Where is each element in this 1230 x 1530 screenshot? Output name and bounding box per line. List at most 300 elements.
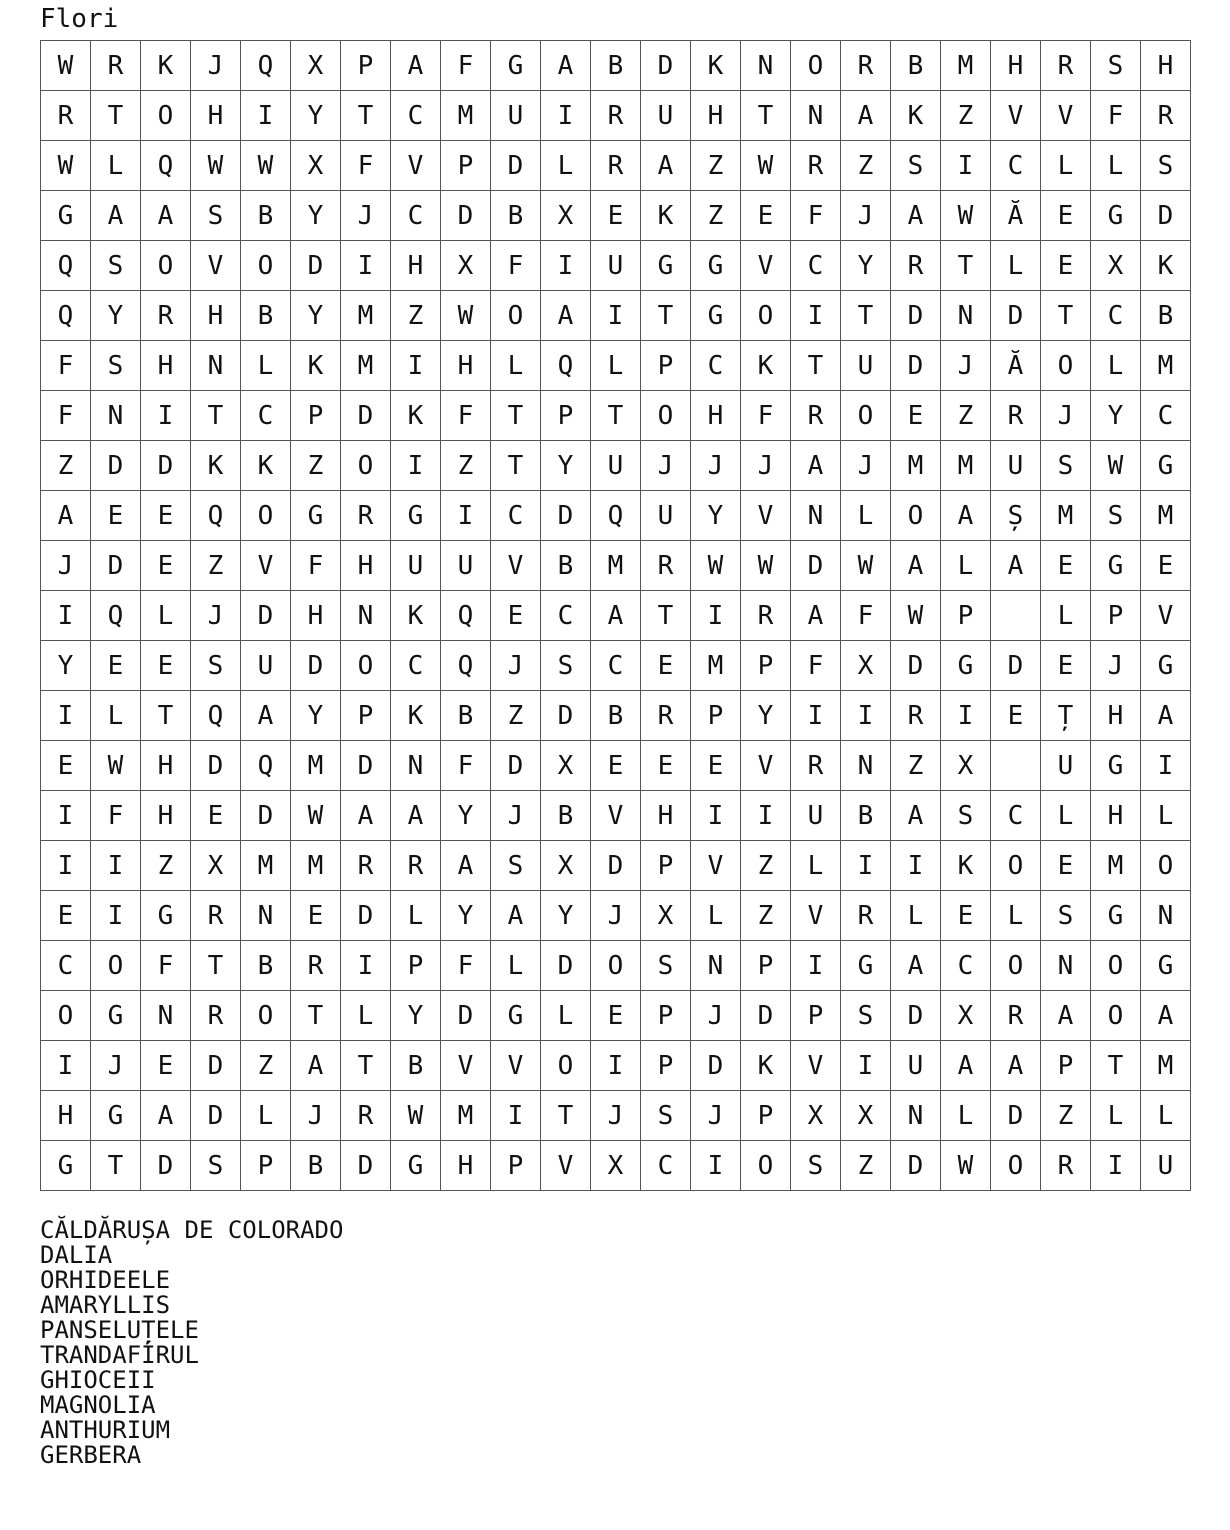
grid-cell[interactable]: Z	[241, 1041, 291, 1091]
grid-cell[interactable]: L	[491, 341, 541, 391]
grid-cell[interactable]: G	[691, 241, 741, 291]
grid-cell[interactable]: T	[541, 1091, 591, 1141]
grid-cell[interactable]: V	[741, 241, 791, 291]
grid-cell[interactable]: P	[691, 691, 741, 741]
grid-cell[interactable]: R	[891, 241, 941, 291]
grid-cell[interactable]: E	[91, 491, 141, 541]
grid-cell[interactable]: N	[691, 941, 741, 991]
grid-cell[interactable]: E	[691, 741, 741, 791]
grid-cell[interactable]: D	[141, 1141, 191, 1191]
grid-cell[interactable]: Y	[441, 891, 491, 941]
grid-cell[interactable]: Q	[91, 591, 141, 641]
grid-cell[interactable]: Ă	[991, 341, 1041, 391]
grid-cell[interactable]: X	[641, 891, 691, 941]
grid-cell[interactable]: W	[1091, 441, 1141, 491]
grid-cell[interactable]: R	[641, 541, 691, 591]
grid-cell[interactable]: L	[1141, 1091, 1191, 1141]
grid-cell[interactable]: X	[1091, 241, 1141, 291]
grid-cell[interactable]: S	[191, 191, 241, 241]
grid-cell[interactable]: W	[291, 791, 341, 841]
grid-cell[interactable]: I	[91, 841, 141, 891]
grid-cell[interactable]: X	[841, 641, 891, 691]
grid-cell[interactable]: Y	[841, 241, 891, 291]
grid-cell[interactable]: D	[741, 991, 791, 1041]
grid-cell[interactable]: L	[1091, 1091, 1141, 1141]
grid-cell[interactable]: C	[591, 641, 641, 691]
grid-cell[interactable]: R	[891, 691, 941, 741]
grid-cell[interactable]: J	[341, 191, 391, 241]
grid-cell[interactable]: B	[491, 191, 541, 241]
grid-cell[interactable]: J	[1091, 641, 1141, 691]
grid-cell[interactable]: W	[891, 591, 941, 641]
grid-cell[interactable]: X	[541, 191, 591, 241]
grid-cell[interactable]: E	[141, 491, 191, 541]
grid-cell[interactable]: J	[191, 41, 241, 91]
grid-cell[interactable]: R	[791, 141, 841, 191]
grid-cell[interactable]: I	[691, 1141, 741, 1191]
grid-cell[interactable]: E	[141, 541, 191, 591]
grid-cell[interactable]: Z	[691, 191, 741, 241]
grid-cell[interactable]: E	[41, 741, 91, 791]
grid-cell[interactable]: F	[41, 341, 91, 391]
grid-cell[interactable]: R	[391, 841, 441, 891]
grid-cell[interactable]: O	[1091, 991, 1141, 1041]
grid-cell[interactable]: A	[541, 41, 591, 91]
grid-cell[interactable]: U	[391, 541, 441, 591]
grid-cell[interactable]: A	[641, 141, 691, 191]
grid-cell[interactable]: E	[1041, 191, 1091, 241]
grid-cell[interactable]: B	[591, 691, 641, 741]
grid-cell[interactable]: N	[891, 1091, 941, 1141]
grid-cell[interactable]: G	[1141, 641, 1191, 691]
grid-cell[interactable]: N	[1041, 941, 1091, 991]
grid-cell[interactable]: L	[691, 891, 741, 941]
grid-cell[interactable]: S	[891, 141, 941, 191]
grid-cell[interactable]: U	[1141, 1141, 1191, 1191]
grid-cell[interactable]: R	[741, 591, 791, 641]
grid-cell[interactable]: D	[91, 541, 141, 591]
grid-cell[interactable]: W	[91, 741, 141, 791]
grid-cell[interactable]: I	[341, 941, 391, 991]
grid-cell[interactable]: J	[491, 641, 541, 691]
grid-cell[interactable]: E	[91, 641, 141, 691]
grid-cell[interactable]: I	[941, 141, 991, 191]
grid-cell[interactable]: L	[91, 691, 141, 741]
grid-cell[interactable]: E	[141, 641, 191, 691]
grid-cell[interactable]: U	[641, 91, 691, 141]
grid-cell[interactable]: E	[41, 891, 91, 941]
grid-cell[interactable]: L	[1141, 791, 1191, 841]
grid-cell[interactable]: W	[441, 291, 491, 341]
grid-cell[interactable]: A	[941, 491, 991, 541]
grid-cell[interactable]: Y	[691, 491, 741, 541]
grid-cell[interactable]: B	[241, 941, 291, 991]
grid-cell[interactable]: R	[991, 391, 1041, 441]
grid-cell[interactable]: U	[241, 641, 291, 691]
grid-cell[interactable]: N	[91, 391, 141, 441]
grid-cell[interactable]: C	[541, 591, 591, 641]
grid-cell[interactable]: F	[441, 941, 491, 991]
grid-cell[interactable]: N	[791, 91, 841, 141]
grid-cell[interactable]: I	[691, 791, 741, 841]
grid-cell[interactable]: Z	[741, 891, 791, 941]
grid-cell[interactable]: W	[191, 141, 241, 191]
grid-cell[interactable]: A	[241, 691, 291, 741]
grid-cell[interactable]: G	[1091, 191, 1141, 241]
grid-cell[interactable]: Y	[291, 691, 341, 741]
grid-cell[interactable]: J	[491, 791, 541, 841]
grid-cell[interactable]: O	[591, 941, 641, 991]
grid-cell[interactable]: V	[741, 491, 791, 541]
grid-cell[interactable]: T	[141, 691, 191, 741]
grid-cell[interactable]: A	[891, 791, 941, 841]
grid-cell[interactable]: I	[691, 591, 741, 641]
grid-cell[interactable]: Q	[541, 341, 591, 391]
grid-cell[interactable]: M	[241, 841, 291, 891]
grid-cell[interactable]: V	[591, 791, 641, 841]
grid-cell[interactable]: D	[441, 191, 491, 241]
grid-cell[interactable]: D	[891, 1141, 941, 1191]
grid-cell[interactable]: L	[241, 1091, 291, 1141]
grid-cell[interactable]: G	[391, 491, 441, 541]
grid-cell[interactable]: B	[291, 1141, 341, 1191]
grid-cell[interactable]: A	[891, 191, 941, 241]
grid-cell[interactable]: R	[1041, 41, 1091, 91]
grid-cell[interactable]: L	[991, 241, 1041, 291]
grid-cell[interactable]: O	[1041, 341, 1091, 391]
grid-cell[interactable]: C	[241, 391, 291, 441]
grid-cell[interactable]: R	[141, 291, 191, 341]
grid-cell[interactable]: M	[341, 291, 391, 341]
grid-cell[interactable]: D	[691, 1041, 741, 1091]
grid-cell[interactable]: X	[841, 1091, 891, 1141]
grid-cell[interactable]: N	[941, 291, 991, 341]
grid-cell[interactable]: I	[141, 391, 191, 441]
grid-cell[interactable]: L	[941, 1091, 991, 1141]
grid-cell[interactable]: Q	[141, 141, 191, 191]
grid-cell[interactable]: L	[841, 491, 891, 541]
grid-cell[interactable]: E	[1041, 641, 1091, 691]
grid-cell[interactable]: V	[991, 91, 1041, 141]
grid-cell[interactable]: M	[441, 1091, 491, 1141]
grid-cell[interactable]: I	[441, 491, 491, 541]
grid-cell[interactable]: O	[1091, 941, 1141, 991]
grid-cell[interactable]: X	[291, 41, 341, 91]
grid-cell[interactable]: Y	[91, 291, 141, 341]
grid-cell[interactable]: Z	[841, 1141, 891, 1191]
grid-cell[interactable]: V	[191, 241, 241, 291]
grid-cell[interactable]: O	[791, 41, 841, 91]
grid-cell[interactable]	[991, 591, 1041, 641]
grid-cell[interactable]: N	[141, 991, 191, 1041]
grid-cell[interactable]: K	[691, 41, 741, 91]
grid-cell[interactable]: B	[241, 191, 291, 241]
grid-cell[interactable]: F	[841, 591, 891, 641]
grid-cell[interactable]: H	[991, 41, 1041, 91]
grid-cell[interactable]: V	[1141, 591, 1191, 641]
grid-cell[interactable]: P	[341, 41, 391, 91]
grid-cell[interactable]: L	[341, 991, 391, 1041]
grid-cell[interactable]: F	[441, 741, 491, 791]
grid-cell[interactable]: G	[941, 641, 991, 691]
grid-cell[interactable]: F	[91, 791, 141, 841]
grid-cell[interactable]: I	[391, 441, 441, 491]
grid-cell[interactable]: E	[1141, 541, 1191, 591]
grid-cell[interactable]: R	[341, 1091, 391, 1141]
grid-cell[interactable]: D	[141, 441, 191, 491]
grid-cell[interactable]: J	[41, 541, 91, 591]
grid-cell[interactable]: A	[341, 791, 391, 841]
grid-cell[interactable]: Q	[191, 491, 241, 541]
grid-cell[interactable]: O	[141, 241, 191, 291]
grid-cell[interactable]: D	[191, 1041, 241, 1091]
grid-cell[interactable]: X	[591, 1141, 641, 1191]
grid-cell[interactable]: R	[91, 41, 141, 91]
grid-cell[interactable]: R	[291, 941, 341, 991]
grid-cell[interactable]: P	[741, 641, 791, 691]
grid-cell[interactable]: J	[691, 1091, 741, 1141]
grid-cell[interactable]: Z	[1041, 1091, 1091, 1141]
grid-cell[interactable]: L	[941, 541, 991, 591]
grid-cell[interactable]: C	[491, 491, 541, 541]
grid-cell[interactable]: G	[491, 991, 541, 1041]
grid-cell[interactable]: W	[741, 541, 791, 591]
grid-cell[interactable]: W	[391, 1091, 441, 1141]
grid-cell[interactable]: I	[841, 691, 891, 741]
grid-cell[interactable]: L	[91, 141, 141, 191]
grid-cell[interactable]: L	[891, 891, 941, 941]
grid-cell[interactable]: O	[741, 291, 791, 341]
grid-cell[interactable]: J	[691, 441, 741, 491]
grid-cell[interactable]: S	[641, 1091, 691, 1141]
grid-cell[interactable]: Y	[541, 441, 591, 491]
grid-cell[interactable]: H	[191, 91, 241, 141]
grid-cell[interactable]: E	[1041, 241, 1091, 291]
grid-cell[interactable]: Ă	[991, 191, 1041, 241]
grid-cell[interactable]: V	[491, 1041, 541, 1091]
grid-cell[interactable]: Z	[941, 91, 991, 141]
grid-cell[interactable]: A	[991, 1041, 1041, 1091]
grid-cell[interactable]	[991, 741, 1041, 791]
grid-cell[interactable]: K	[141, 41, 191, 91]
grid-cell[interactable]: M	[691, 641, 741, 691]
grid-cell[interactable]: P	[741, 1091, 791, 1141]
grid-cell[interactable]: G	[1141, 941, 1191, 991]
grid-cell[interactable]: D	[591, 841, 641, 891]
grid-cell[interactable]: M	[591, 541, 641, 591]
grid-cell[interactable]: P	[641, 991, 691, 1041]
grid-cell[interactable]: O	[741, 1141, 791, 1191]
grid-cell[interactable]: D	[641, 41, 691, 91]
grid-cell[interactable]: Q	[441, 641, 491, 691]
grid-cell[interactable]: G	[1091, 541, 1141, 591]
grid-cell[interactable]: J	[191, 591, 241, 641]
grid-cell[interactable]: P	[391, 941, 441, 991]
grid-cell[interactable]: S	[1091, 491, 1141, 541]
grid-cell[interactable]: A	[941, 1041, 991, 1091]
grid-cell[interactable]: E	[591, 991, 641, 1041]
grid-cell[interactable]: H	[291, 591, 341, 641]
grid-cell[interactable]: T	[341, 1041, 391, 1091]
grid-cell[interactable]: A	[391, 41, 441, 91]
grid-cell[interactable]: D	[991, 291, 1041, 341]
grid-cell[interactable]: N	[341, 591, 391, 641]
grid-cell[interactable]: G	[1091, 741, 1141, 791]
grid-cell[interactable]: P	[291, 391, 341, 441]
grid-cell[interactable]: K	[1141, 241, 1191, 291]
grid-cell[interactable]: W	[941, 191, 991, 241]
grid-cell[interactable]: N	[241, 891, 291, 941]
grid-cell[interactable]: A	[1141, 991, 1191, 1041]
grid-cell[interactable]: S	[541, 641, 591, 691]
grid-cell[interactable]: O	[891, 491, 941, 541]
grid-cell[interactable]: B	[1141, 291, 1191, 341]
grid-cell[interactable]: O	[1141, 841, 1191, 891]
grid-cell[interactable]: A	[41, 491, 91, 541]
grid-cell[interactable]: X	[541, 841, 591, 891]
grid-cell[interactable]: I	[491, 1091, 541, 1141]
grid-cell[interactable]: R	[1041, 1141, 1091, 1191]
grid-cell[interactable]: T	[91, 91, 141, 141]
grid-cell[interactable]: U	[791, 791, 841, 841]
grid-cell[interactable]: F	[741, 391, 791, 441]
grid-cell[interactable]: O	[241, 491, 291, 541]
grid-cell[interactable]: P	[941, 591, 991, 641]
grid-cell[interactable]: G	[41, 1141, 91, 1191]
grid-cell[interactable]: B	[591, 41, 641, 91]
grid-cell[interactable]: V	[691, 841, 741, 891]
grid-cell[interactable]: M	[1141, 1041, 1191, 1091]
grid-cell[interactable]: I	[791, 941, 841, 991]
grid-cell[interactable]: L	[391, 891, 441, 941]
grid-cell[interactable]: L	[1041, 791, 1091, 841]
grid-cell[interactable]: K	[391, 691, 441, 741]
grid-cell[interactable]: K	[741, 341, 791, 391]
grid-cell[interactable]: P	[1041, 1041, 1091, 1091]
grid-cell[interactable]: L	[541, 991, 591, 1041]
grid-cell[interactable]: F	[441, 391, 491, 441]
grid-cell[interactable]: E	[641, 741, 691, 791]
grid-cell[interactable]: O	[991, 841, 1041, 891]
grid-cell[interactable]: J	[691, 991, 741, 1041]
grid-cell[interactable]: E	[191, 791, 241, 841]
grid-cell[interactable]: U	[441, 541, 491, 591]
grid-cell[interactable]: G	[141, 891, 191, 941]
grid-cell[interactable]: B	[241, 291, 291, 341]
grid-cell[interactable]: R	[791, 741, 841, 791]
grid-cell[interactable]: S	[191, 1141, 241, 1191]
grid-cell[interactable]: Z	[741, 841, 791, 891]
grid-cell[interactable]: R	[341, 491, 391, 541]
grid-cell[interactable]: Z	[291, 441, 341, 491]
grid-cell[interactable]: Q	[41, 291, 91, 341]
grid-cell[interactable]: L	[1091, 141, 1141, 191]
grid-cell[interactable]: C	[391, 191, 441, 241]
grid-cell[interactable]: R	[591, 141, 641, 191]
grid-cell[interactable]: Y	[741, 691, 791, 741]
grid-cell[interactable]: W	[841, 541, 891, 591]
grid-cell[interactable]: J	[941, 341, 991, 391]
grid-cell[interactable]: T	[1091, 1041, 1141, 1091]
grid-cell[interactable]: A	[891, 541, 941, 591]
grid-cell[interactable]: O	[41, 991, 91, 1041]
grid-cell[interactable]: K	[191, 441, 241, 491]
grid-cell[interactable]: D	[291, 641, 341, 691]
grid-cell[interactable]: O	[341, 441, 391, 491]
grid-cell[interactable]: C	[391, 641, 441, 691]
grid-cell[interactable]: N	[841, 741, 891, 791]
grid-cell[interactable]: E	[941, 891, 991, 941]
grid-cell[interactable]: Q	[191, 691, 241, 741]
grid-cell[interactable]: R	[841, 41, 891, 91]
grid-cell[interactable]: D	[491, 741, 541, 791]
grid-cell[interactable]: Z	[391, 291, 441, 341]
grid-cell[interactable]: Y	[291, 91, 341, 141]
grid-cell[interactable]: H	[441, 1141, 491, 1191]
grid-cell[interactable]: T	[941, 241, 991, 291]
grid-cell[interactable]: H	[141, 741, 191, 791]
grid-cell[interactable]: J	[291, 1091, 341, 1141]
grid-cell[interactable]: S	[91, 341, 141, 391]
grid-cell[interactable]: W	[691, 541, 741, 591]
grid-cell[interactable]: K	[641, 191, 691, 241]
grid-cell[interactable]: R	[41, 91, 91, 141]
grid-cell[interactable]: A	[491, 891, 541, 941]
grid-cell[interactable]: O	[91, 941, 141, 991]
grid-cell[interactable]: H	[1141, 41, 1191, 91]
grid-cell[interactable]: E	[1041, 541, 1091, 591]
grid-cell[interactable]: T	[741, 91, 791, 141]
grid-cell[interactable]: U	[491, 91, 541, 141]
grid-cell[interactable]: S	[791, 1141, 841, 1191]
grid-cell[interactable]: T	[491, 441, 541, 491]
grid-cell[interactable]: D	[541, 691, 591, 741]
grid-cell[interactable]: I	[41, 1041, 91, 1091]
grid-cell[interactable]: I	[791, 291, 841, 341]
grid-cell[interactable]: R	[841, 891, 891, 941]
grid-cell[interactable]: C	[791, 241, 841, 291]
grid-cell[interactable]: D	[191, 741, 241, 791]
grid-cell[interactable]: H	[1091, 691, 1141, 741]
grid-cell[interactable]: L	[1091, 341, 1141, 391]
grid-cell[interactable]: U	[991, 441, 1041, 491]
grid-cell[interactable]: D	[241, 791, 291, 841]
grid-cell[interactable]: O	[491, 291, 541, 341]
grid-cell[interactable]: R	[791, 391, 841, 441]
grid-cell[interactable]: U	[591, 241, 641, 291]
grid-cell[interactable]: T	[91, 1141, 141, 1191]
grid-cell[interactable]: Z	[141, 841, 191, 891]
grid-cell[interactable]: I	[541, 241, 591, 291]
grid-cell[interactable]: H	[691, 91, 741, 141]
grid-cell[interactable]: I	[341, 241, 391, 291]
grid-cell[interactable]: A	[541, 291, 591, 341]
grid-cell[interactable]: H	[441, 341, 491, 391]
grid-cell[interactable]: A	[841, 91, 891, 141]
grid-cell[interactable]: V	[441, 1041, 491, 1091]
grid-cell[interactable]: A	[791, 591, 841, 641]
grid-cell[interactable]: Q	[241, 41, 291, 91]
grid-cell[interactable]: V	[241, 541, 291, 591]
grid-cell[interactable]: V	[541, 1141, 591, 1191]
grid-cell[interactable]: D	[791, 541, 841, 591]
grid-cell[interactable]: T	[191, 941, 241, 991]
grid-cell[interactable]: Y	[391, 991, 441, 1041]
grid-cell[interactable]: F	[491, 241, 541, 291]
grid-cell[interactable]: K	[741, 1041, 791, 1091]
grid-cell[interactable]: V	[791, 1041, 841, 1091]
grid-cell[interactable]: C	[941, 941, 991, 991]
